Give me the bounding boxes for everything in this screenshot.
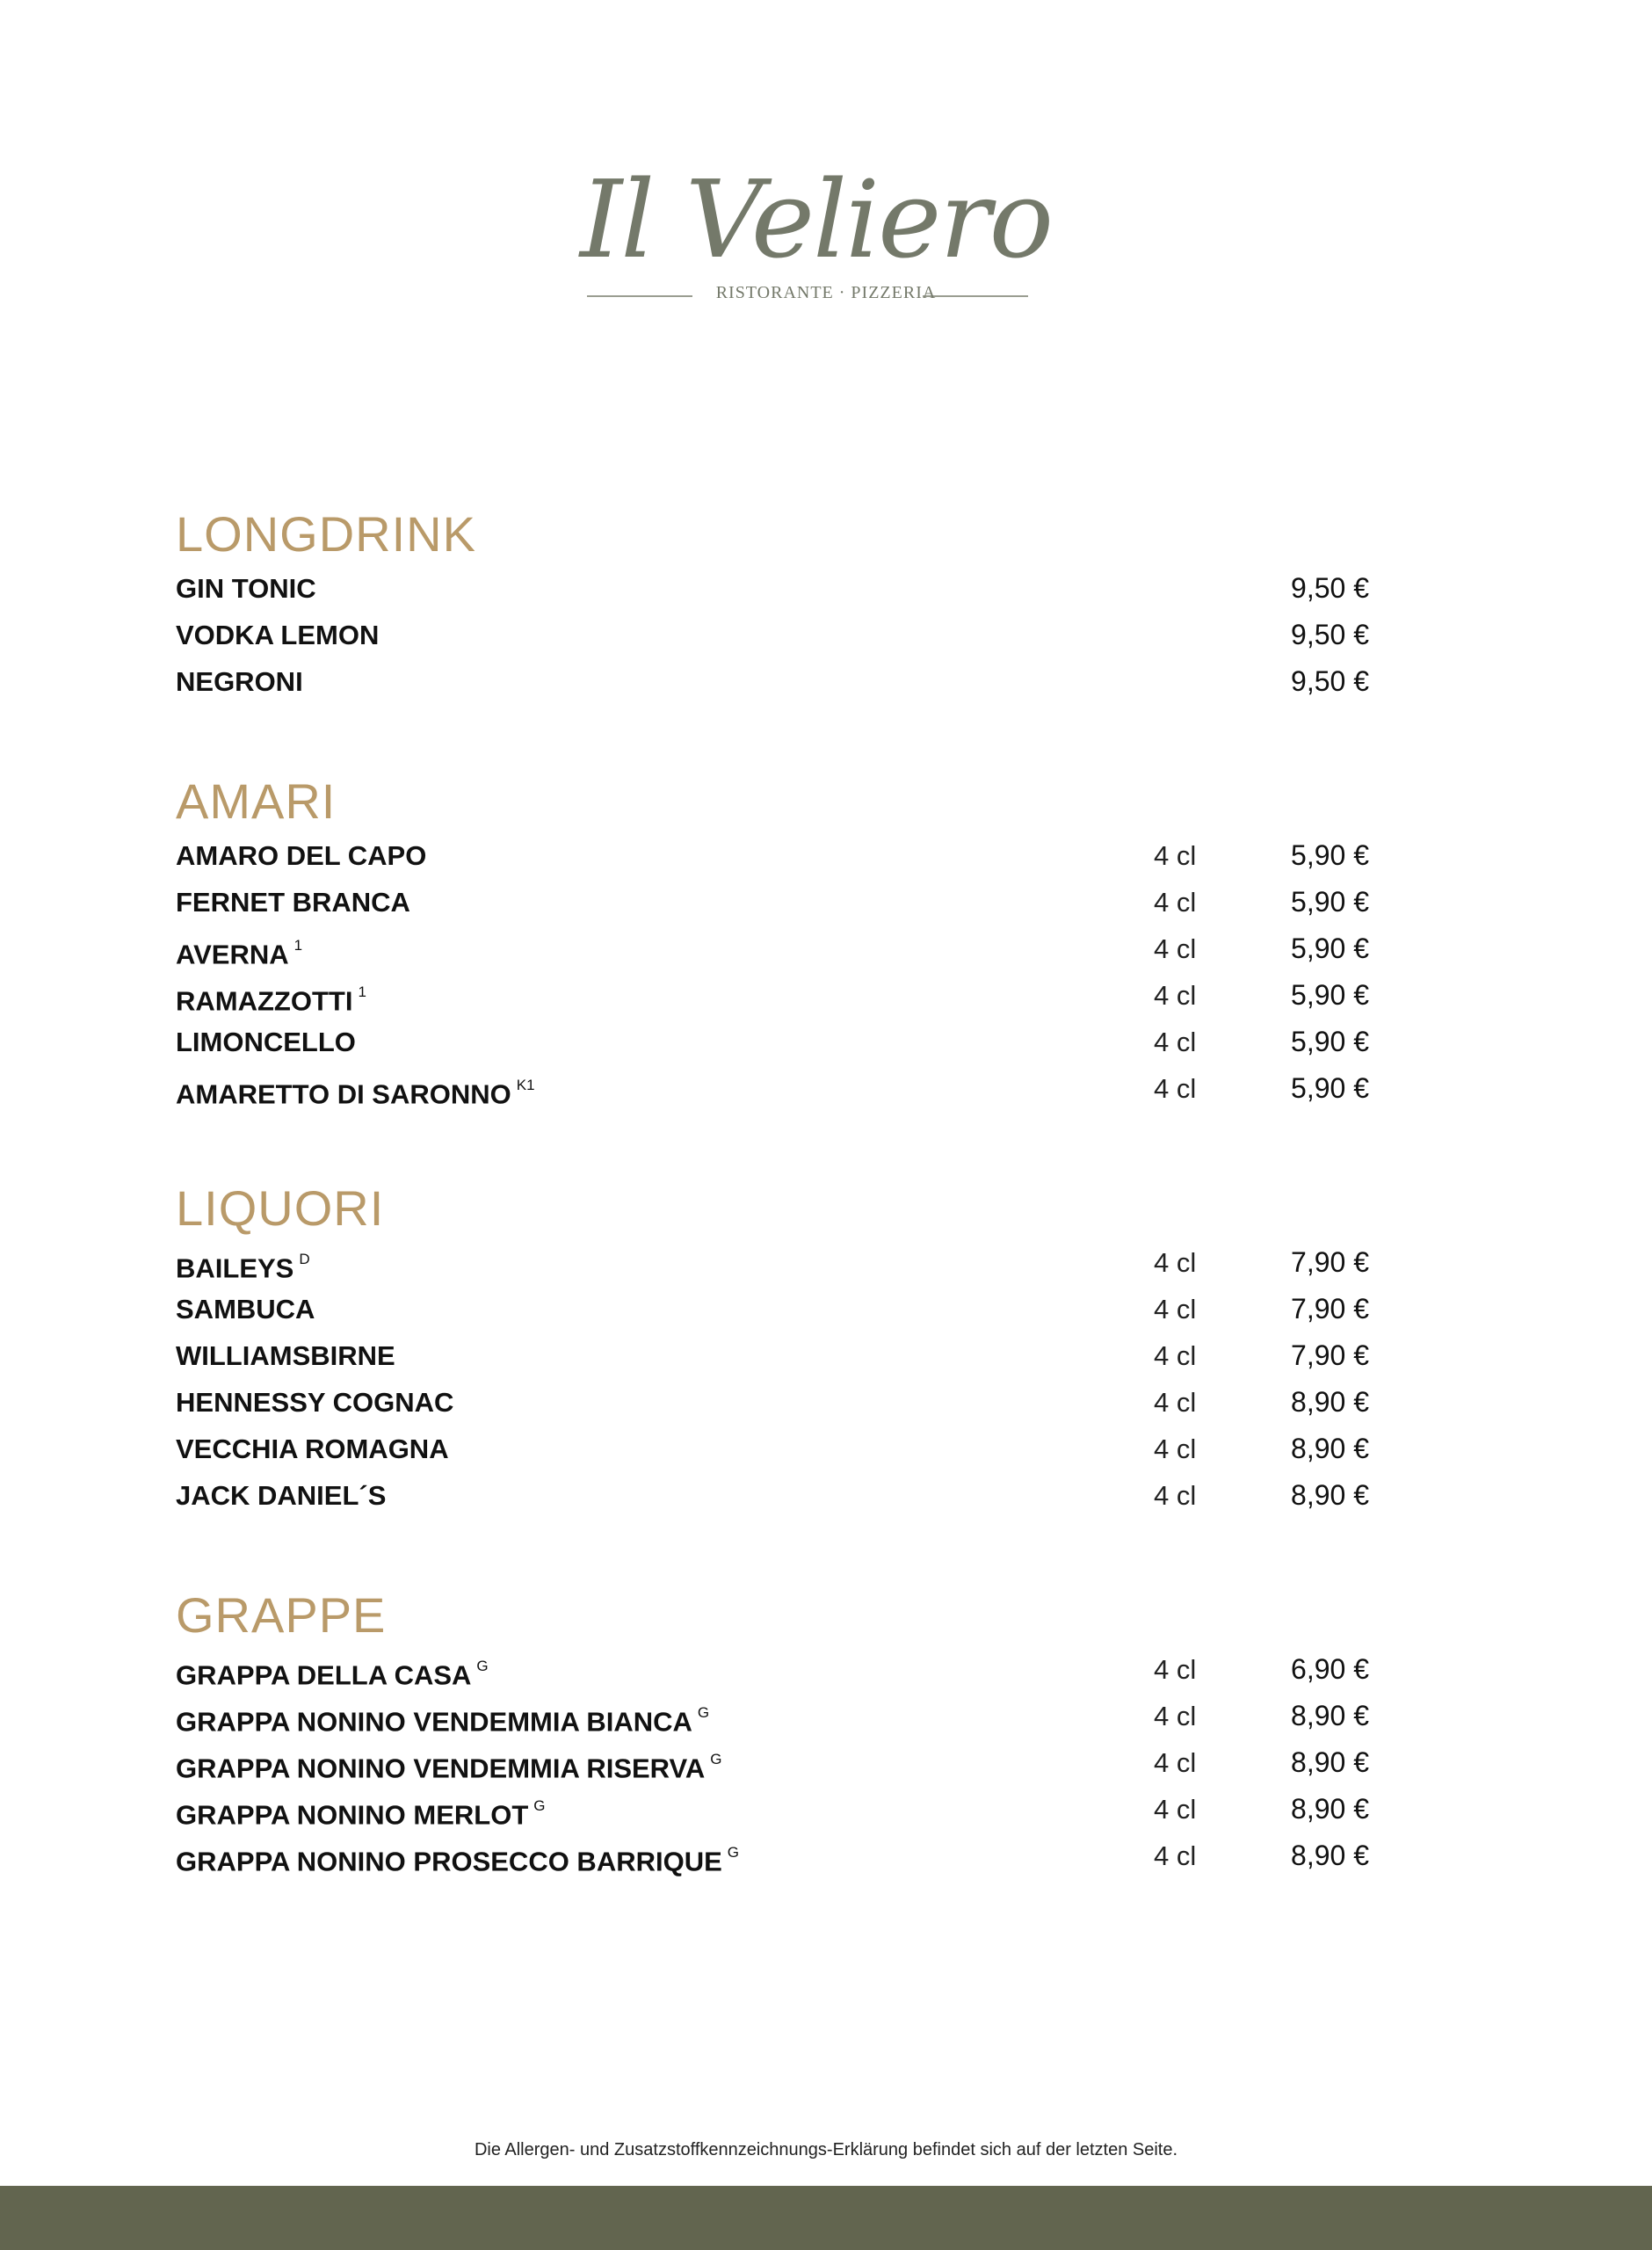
item-price: 5,90 € <box>1291 839 1369 871</box>
item-price: 9,50 € <box>1291 619 1369 650</box>
item-size: 4 cl <box>1154 1654 1197 1685</box>
item-name: RAMAZZOTTI $^1$ <box>176 983 366 1017</box>
item-price: 7,90 € <box>1291 1293 1369 1325</box>
item-price: 8,90 € <box>1291 1479 1369 1511</box>
item-name: GRAPPA NONINO VENDEMMIA RISERVA $^G$ <box>176 1751 722 1784</box>
menu-item <box>176 1786 1406 1833</box>
section-title: LONGDRINK <box>176 506 476 562</box>
item-price: 9,50 € <box>1291 572 1369 604</box>
item-size: 4 cl <box>1154 1701 1197 1731</box>
item-price: 5,90 € <box>1291 979 1369 1011</box>
menu-item <box>176 925 1406 972</box>
menu-item <box>176 1379 1406 1426</box>
brand-title: Il Veliero <box>580 157 1053 282</box>
item-name: NEGRONI <box>176 666 303 697</box>
item-price: 5,90 € <box>1291 886 1369 918</box>
menu-list <box>176 1646 1406 1879</box>
footer-band <box>0 2186 1652 2250</box>
item-price: 8,90 € <box>1291 1700 1369 1731</box>
item-size: 4 cl <box>1154 1747 1197 1778</box>
allergen-note: G <box>697 1704 710 1721</box>
brand-subtitle: RISTORANTE · PIZZERIA <box>715 283 937 302</box>
item-name: SAMBUCA <box>176 1294 315 1325</box>
item-name: JACK DANIEL´S <box>176 1480 387 1511</box>
section-title: GRAPPE <box>176 1587 387 1643</box>
item-size: 4 cl <box>1154 1073 1197 1104</box>
section-title: AMARI <box>176 773 337 829</box>
section-longdrink <box>176 504 1406 705</box>
allergen-note: G <box>476 1658 489 1674</box>
menu-item <box>176 565 1406 612</box>
item-size: 4 cl <box>1154 933 1197 964</box>
item-size: 4 cl <box>1154 1433 1197 1464</box>
item-size: 4 cl <box>1154 1027 1197 1057</box>
menu-item <box>176 1833 1406 1879</box>
section-title: LIQUORI <box>176 1180 385 1236</box>
menu-item <box>176 1065 1406 1112</box>
item-size: 4 cl <box>1154 840 1197 871</box>
item-size: 4 cl <box>1154 1247 1197 1278</box>
item-name: WILLIAMSBIRNE <box>176 1340 395 1371</box>
item-price: 5,90 € <box>1291 1026 1369 1057</box>
item-size: 4 cl <box>1154 1840 1197 1871</box>
item-name: BAILEYS $^D$ <box>176 1251 310 1284</box>
allergen-note: G <box>710 1751 722 1767</box>
menu-item <box>176 1019 1406 1065</box>
menu-list <box>176 832 1406 1112</box>
item-name: AVERNA $^1$ <box>176 937 303 970</box>
menu-item <box>176 1739 1406 1786</box>
item-size: 4 cl <box>1154 1387 1197 1418</box>
allergen-note: 1 <box>293 937 303 954</box>
item-price: 7,90 € <box>1291 1246 1369 1278</box>
item-price: 8,90 € <box>1291 1433 1369 1464</box>
item-name: GRAPPA NONINO VENDEMMIA BIANCA $^G$ <box>176 1704 710 1738</box>
item-name: VECCHIA ROMAGNA <box>176 1433 449 1464</box>
menu-item <box>176 1693 1406 1739</box>
item-price: 8,90 € <box>1291 1793 1369 1825</box>
menu-item <box>176 1286 1406 1332</box>
section-amari <box>176 771 1406 1112</box>
menu-item <box>176 879 1406 925</box>
allergen-footnote: Die Allergen- und Zusatzstoffkennzeichnungs-Erklärung befindet sich auf der letzten Seite. <box>474 2140 1178 2159</box>
menu-item <box>176 1332 1406 1379</box>
item-price: 8,90 € <box>1291 1746 1369 1778</box>
item-name: FERNET BRANCA <box>176 887 410 918</box>
menu-item <box>176 832 1406 879</box>
menu-list <box>176 1239 1406 1519</box>
item-price: 8,90 € <box>1291 1386 1369 1418</box>
section-grappe <box>176 1585 1406 1879</box>
item-price: 5,90 € <box>1291 933 1369 964</box>
item-name: GRAPPA NONINO MERLOT $^G$ <box>176 1797 546 1831</box>
allergen-note: G <box>727 1844 740 1861</box>
item-price: 7,90 € <box>1291 1339 1369 1371</box>
item-size: 4 cl <box>1154 1480 1197 1511</box>
item-name: AMARO DEL CAPO <box>176 840 427 871</box>
menu-item <box>176 658 1406 705</box>
item-name: AMARETTO DI SARONNO $^{K1}$ <box>176 1077 535 1110</box>
item-size: 4 cl <box>1154 1340 1197 1371</box>
item-price: 8,90 € <box>1291 1840 1369 1871</box>
allergen-note: D <box>299 1251 310 1267</box>
menu-item <box>176 1239 1406 1286</box>
allergen-note: 1 <box>358 983 366 1000</box>
item-size: 4 cl <box>1154 1794 1197 1825</box>
item-name: HENNESSY COGNAC <box>176 1387 454 1418</box>
menu-item <box>176 1646 1406 1693</box>
item-name: GRAPPA DELLA CASA $^G$ <box>176 1658 489 1691</box>
menu-item <box>176 1472 1406 1519</box>
item-size: 4 cl <box>1154 887 1197 918</box>
item-name: GIN TONIC <box>176 573 316 604</box>
menu-list <box>176 565 1406 705</box>
allergen-note: K1 <box>516 1077 535 1093</box>
item-price: 9,50 € <box>1291 665 1369 697</box>
menu-item <box>176 972 1406 1019</box>
item-size: 4 cl <box>1154 980 1197 1011</box>
item-size: 4 cl <box>1154 1294 1197 1325</box>
menu-item <box>176 1426 1406 1472</box>
item-price: 5,90 € <box>1291 1072 1369 1104</box>
allergen-note: G <box>533 1797 546 1814</box>
section-liquori <box>176 1178 1406 1519</box>
item-name: GRAPPA NONINO PROSECCO BARRIQUE $^G$ <box>176 1844 740 1877</box>
item-name: VODKA LEMON <box>176 620 380 650</box>
item-name: LIMONCELLO <box>176 1027 356 1057</box>
menu-item <box>176 612 1406 658</box>
item-price: 6,90 € <box>1291 1653 1369 1685</box>
